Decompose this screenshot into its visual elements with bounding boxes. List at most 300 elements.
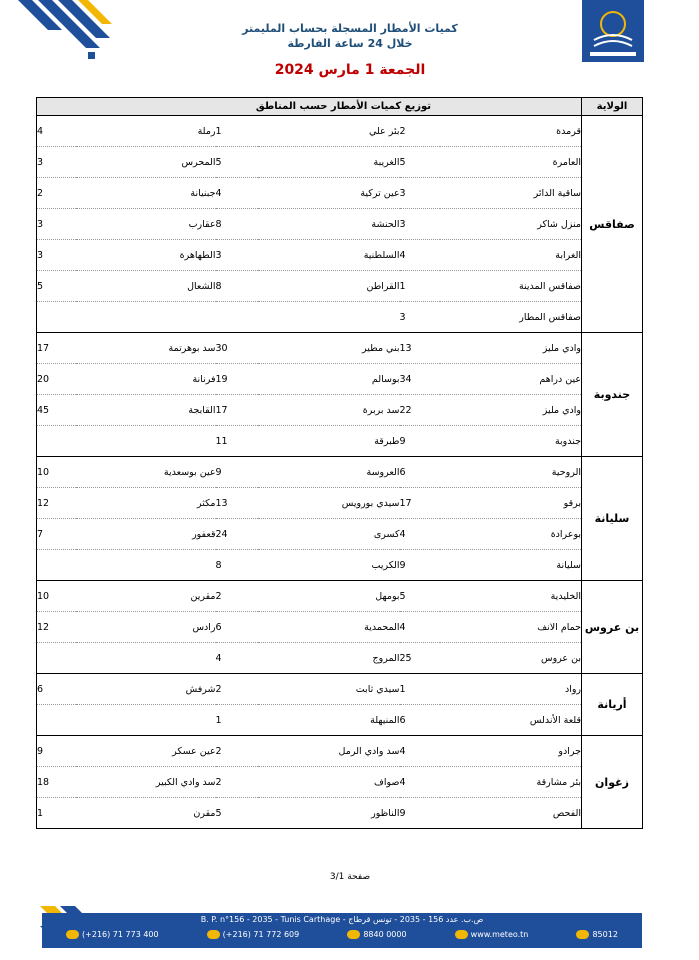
station-cell [258, 488, 400, 519]
station-name: سد بوهرتمة [168, 342, 216, 354]
station-name: السلطنية [363, 249, 400, 261]
rainfall-value: 3 [37, 249, 44, 261]
station-cell [440, 457, 582, 488]
report-title: كميات الأمطار المسجلة بحساب المليمتر [242, 22, 458, 35]
station-cell [440, 209, 582, 240]
rainfall-value: 4 [399, 776, 406, 788]
value-cell [400, 736, 440, 767]
table-row [37, 271, 643, 302]
station-name: عين دراهم [539, 373, 581, 385]
rainfall-value: 5 [399, 156, 406, 168]
station-cell [440, 550, 582, 581]
value-cell [216, 705, 258, 736]
value-cell [216, 116, 258, 147]
station-cell [440, 705, 582, 736]
table-row [37, 395, 643, 426]
rainfall-value: 2 [215, 776, 222, 788]
rainfall-value: 6 [399, 466, 406, 478]
station-name: الحنشة [371, 218, 400, 230]
rainfall-table [36, 97, 643, 829]
station-name: مقرن [193, 807, 216, 819]
value-cell [216, 302, 258, 333]
station-cell [258, 426, 400, 457]
phone-icon [66, 930, 79, 939]
value-cell [37, 395, 76, 426]
governorate-cell: زغوان [582, 736, 643, 829]
station-name: بوسالم [371, 373, 400, 385]
station-cell [76, 612, 216, 643]
station-cell [440, 147, 582, 178]
station-name: المحرس [181, 156, 216, 168]
rainfall-value: 18 [37, 776, 50, 788]
table-row [37, 767, 643, 798]
value-cell [216, 426, 258, 457]
governorate-cell: أريانة [582, 674, 643, 736]
station-cell [76, 488, 216, 519]
station-cell [258, 457, 400, 488]
station-cell [440, 674, 582, 705]
station-name: شرفش [185, 683, 216, 695]
rainfall-value: 22 [399, 404, 412, 416]
station-name: قلعة الأندلس [529, 714, 581, 726]
station-cell [440, 302, 582, 333]
value-cell [400, 488, 440, 519]
station-cell [440, 395, 582, 426]
rainfall-value: 30 [215, 342, 228, 354]
station-cell [76, 333, 216, 364]
rainfall-value: 11 [215, 435, 228, 447]
value-cell [37, 426, 76, 457]
station-cell [76, 674, 216, 705]
value-cell [216, 240, 258, 271]
rainfall-value: 8 [215, 559, 222, 571]
rainfall-value: 19 [215, 373, 228, 385]
value-cell [400, 705, 440, 736]
station-name: قعفور [192, 528, 216, 540]
governorate-cell: سليانة [582, 457, 643, 581]
rainfall-value: 9 [399, 435, 406, 447]
station-name: عين تركية [360, 187, 400, 199]
station-cell [76, 798, 216, 829]
station-name: برقو [563, 497, 581, 509]
value-cell [216, 674, 258, 705]
station-cell [440, 116, 582, 147]
value-cell [400, 116, 440, 147]
station-name: بئر مشارقة [536, 776, 581, 788]
table-row [37, 333, 643, 364]
sms-icon [576, 930, 589, 939]
station-name: فرنانة [192, 373, 216, 385]
station-cell [76, 705, 216, 736]
rainfall-value: 5 [37, 280, 44, 292]
rainfall-value: 8 [215, 218, 222, 230]
rainfall-value: 2 [399, 125, 406, 137]
value-cell [216, 767, 258, 798]
station-name: ساقية الدائر [533, 187, 581, 199]
value-cell [37, 302, 76, 333]
rainfall-value: 10 [37, 590, 50, 602]
rainfall-value: 24 [215, 528, 228, 540]
station-cell [258, 364, 400, 395]
value-cell [400, 426, 440, 457]
value-cell [37, 116, 76, 147]
station-name: الشعال [187, 280, 216, 292]
station-cell [258, 581, 400, 612]
value-cell [37, 767, 76, 798]
contact-text: (+216) 71 773 400 [82, 930, 159, 939]
value-cell [37, 457, 76, 488]
station-name: مقرين [190, 590, 216, 602]
rainfall-value: 9 [215, 466, 222, 478]
value-cell [37, 209, 76, 240]
web-icon [455, 930, 468, 939]
value-cell [216, 333, 258, 364]
rainfall-value: 4 [37, 125, 44, 137]
station-name: رملة [197, 125, 216, 137]
rainfall-value: 6 [399, 714, 406, 726]
contact-text: 8840 0000 [363, 930, 407, 939]
governorate-cell: جندوبة [582, 333, 643, 457]
station-cell [440, 333, 582, 364]
value-cell [37, 364, 76, 395]
station-name: جبنيانة [190, 187, 216, 199]
station-cell [258, 395, 400, 426]
rainfall-value: 17 [399, 497, 412, 509]
station-name: حمام الانف [537, 621, 581, 633]
value-cell [400, 271, 440, 302]
rainfall-value: 12 [37, 497, 50, 509]
footer-band [42, 913, 642, 948]
value-cell [400, 147, 440, 178]
station-name: سد وادي الرمل [338, 745, 400, 757]
table-row [37, 705, 643, 736]
rainfall-value: 2 [215, 683, 222, 695]
table-row [37, 364, 643, 395]
rainfall-value: 25 [399, 652, 412, 664]
station-cell [258, 674, 400, 705]
value-cell [400, 550, 440, 581]
rainfall-value: 4 [399, 528, 406, 540]
station-cell [440, 519, 582, 550]
value-cell [37, 333, 76, 364]
station-cell [440, 767, 582, 798]
station-cell [440, 798, 582, 829]
station-cell [258, 519, 400, 550]
rainfall-value: 13 [399, 342, 412, 354]
value-cell [216, 395, 258, 426]
rainfall-value: 1 [37, 807, 44, 819]
meteo-logo [582, 0, 644, 62]
station-cell [258, 147, 400, 178]
rainfall-value: 5 [215, 156, 222, 168]
station-cell [440, 271, 582, 302]
table-row [37, 612, 643, 643]
governorate-cell: صفاقس [582, 116, 643, 333]
station-name: الناظور [371, 807, 400, 819]
station-cell [76, 767, 216, 798]
station-cell [440, 612, 582, 643]
table-row [37, 736, 643, 767]
value-cell [216, 736, 258, 767]
value-cell [37, 612, 76, 643]
station-cell [76, 271, 216, 302]
rainfall-value: 12 [37, 621, 50, 633]
station-cell [76, 581, 216, 612]
table-row [37, 457, 643, 488]
station-cell [76, 178, 216, 209]
value-cell [400, 333, 440, 364]
station-name: المروج [372, 652, 400, 664]
rainfall-value: 9 [399, 559, 406, 571]
rainfall-value: 5 [215, 807, 222, 819]
table-row [37, 798, 643, 829]
footer-address: B. P. n°156 - 2035 - Tunis Carthage - ص.ب. عدد 156 - 2035 - تونس قرطاج [200, 915, 484, 924]
rainfall-value: 4 [399, 621, 406, 633]
station-name: رادس [192, 621, 216, 633]
value-cell [400, 581, 440, 612]
station-cell [76, 457, 216, 488]
rainfall-value: 1 [215, 714, 222, 726]
station-cell [76, 302, 216, 333]
station-name: بئر علي [368, 125, 400, 137]
station-cell [258, 736, 400, 767]
rainfall-value: 6 [215, 621, 222, 633]
hotline-icon [347, 930, 360, 939]
table-row [37, 209, 643, 240]
zones-column-header: توزيع كميات الأمطار حسب المناطق [37, 98, 582, 116]
value-cell [37, 550, 76, 581]
rainfall-value: 8 [215, 280, 222, 292]
rainfall-value: 4 [215, 652, 222, 664]
rainfall-value: 13 [215, 497, 228, 509]
station-name: سد بربرة [362, 404, 400, 416]
station-cell [258, 612, 400, 643]
station-cell [258, 240, 400, 271]
station-name: الطهاهرة [179, 249, 216, 261]
value-cell [400, 240, 440, 271]
contact-text: (+216) 71 772 609 [222, 930, 300, 939]
rainfall-table-body [37, 116, 643, 829]
value-cell [400, 519, 440, 550]
footer-contact[interactable] [347, 930, 406, 939]
station-name: العامرة [552, 156, 581, 168]
table-row [37, 550, 643, 581]
contact-text: www.meteo.tn [470, 930, 529, 939]
table-row [37, 519, 643, 550]
station-name: صواف [374, 776, 400, 788]
station-name: بوعرادة [550, 528, 581, 540]
station-name: سد وادي الكبير [155, 776, 216, 788]
value-cell [216, 209, 258, 240]
station-cell [258, 550, 400, 581]
value-cell [400, 364, 440, 395]
value-cell [37, 240, 76, 271]
value-cell [216, 798, 258, 829]
value-cell [400, 178, 440, 209]
rainfall-value: 1 [399, 280, 406, 292]
rainfall-value: 9 [37, 745, 44, 757]
station-name: الغريبة [373, 156, 400, 168]
station-cell [440, 178, 582, 209]
station-name: سليانة [556, 559, 581, 571]
rainfall-value: 45 [37, 404, 50, 416]
station-name: رواد [564, 683, 581, 695]
rainfall-value: 4 [399, 249, 406, 261]
value-cell [37, 643, 76, 674]
value-cell [400, 643, 440, 674]
station-name: وادي مليز [542, 342, 581, 354]
value-cell [400, 395, 440, 426]
value-cell [37, 178, 76, 209]
value-cell [400, 612, 440, 643]
rainfall-value: 3 [37, 156, 44, 168]
station-cell [76, 116, 216, 147]
value-cell [400, 302, 440, 333]
decorative-stripes [0, 0, 120, 70]
station-name: عقارب [188, 218, 216, 230]
table-row [37, 302, 643, 333]
station-name: الكريب [371, 559, 400, 571]
rainfall-value: 4 [399, 745, 406, 757]
station-cell [76, 736, 216, 767]
value-cell [37, 798, 76, 829]
footer-contact[interactable] [207, 930, 300, 939]
value-cell [216, 147, 258, 178]
station-cell [76, 147, 216, 178]
value-cell [216, 581, 258, 612]
report-subtitle: خلال 24 ساعة الفارطة [287, 37, 413, 50]
station-name: القراطن [366, 280, 400, 292]
value-cell [37, 674, 76, 705]
station-name: سيدي ثابت [355, 683, 400, 695]
footer-contacts [42, 930, 642, 939]
value-cell [37, 147, 76, 178]
value-cell [400, 767, 440, 798]
fax-icon [207, 930, 220, 939]
station-name: عين بوسعدية [163, 466, 216, 478]
rainfall-value: 3 [215, 249, 222, 261]
value-cell [216, 488, 258, 519]
page-number: صفحة 3/1 [329, 872, 371, 882]
value-cell [216, 612, 258, 643]
value-cell [400, 209, 440, 240]
station-name: وادي مليز [542, 404, 581, 416]
rainfall-value: 1 [215, 125, 222, 137]
station-cell [258, 116, 400, 147]
rainfall-value: 3 [399, 218, 406, 230]
value-cell [400, 674, 440, 705]
station-cell [76, 426, 216, 457]
station-cell [258, 178, 400, 209]
rainfall-value: 1 [399, 683, 406, 695]
value-cell [37, 519, 76, 550]
table-row [37, 426, 643, 457]
station-name: عين عسكر [172, 745, 216, 757]
station-name: الروحية [551, 466, 581, 478]
station-name: صفاقس المطار [519, 311, 581, 323]
station-cell [440, 488, 582, 519]
footer-contact[interactable] [455, 930, 529, 939]
value-cell [216, 550, 258, 581]
footer-contact[interactable] [576, 930, 617, 939]
station-name: جندوبة [554, 435, 581, 447]
station-cell [440, 364, 582, 395]
station-name: صفاقس المدينة [518, 280, 581, 292]
value-cell [216, 271, 258, 302]
contact-text: 85012 [592, 930, 618, 939]
table-row [37, 674, 643, 705]
station-cell [76, 519, 216, 550]
rainfall-value: 4 [215, 187, 222, 199]
value-cell [37, 705, 76, 736]
report-date: الجمعة 1 مارس 2024 [274, 62, 426, 78]
value-cell [216, 457, 258, 488]
station-cell [76, 209, 216, 240]
value-cell [37, 271, 76, 302]
value-cell [37, 581, 76, 612]
rainfall-value: 9 [399, 807, 406, 819]
station-cell [440, 643, 582, 674]
station-name: بن عروس [541, 652, 581, 664]
station-name: الغرابة [555, 249, 581, 261]
value-cell [216, 178, 258, 209]
station-cell [258, 705, 400, 736]
station-name: مكثر [197, 497, 216, 509]
station-cell [258, 302, 400, 333]
table-row [37, 116, 643, 147]
station-cell [440, 240, 582, 271]
rainfall-value: 2 [215, 745, 222, 757]
station-name: قرمدة [556, 125, 581, 137]
station-name: منزل شاكر [537, 218, 581, 230]
footer-contact[interactable] [66, 930, 159, 939]
station-cell [76, 395, 216, 426]
station-cell [440, 581, 582, 612]
station-cell [440, 736, 582, 767]
rainfall-value: 3 [37, 218, 44, 230]
value-cell [400, 798, 440, 829]
station-name: سيدي بورويس [341, 497, 400, 509]
station-cell [76, 550, 216, 581]
station-name: بني مطير [362, 342, 400, 354]
value-cell [37, 736, 76, 767]
table-row [37, 488, 643, 519]
rainfall-value: 34 [399, 373, 412, 385]
station-name: العروسة [366, 466, 400, 478]
station-name: الخليدية [550, 590, 581, 602]
rainfall-value: 2 [215, 590, 222, 602]
station-cell [76, 643, 216, 674]
rainfall-value: 17 [37, 342, 50, 354]
rainfall-value: 17 [215, 404, 228, 416]
table-row [37, 240, 643, 271]
table-row [37, 178, 643, 209]
station-name: جرادو [558, 745, 581, 757]
station-cell [440, 426, 582, 457]
value-cell [216, 519, 258, 550]
station-cell [258, 643, 400, 674]
rainfall-value: 3 [399, 311, 406, 323]
rainfall-value: 2 [37, 187, 44, 199]
station-name: بومهل [375, 590, 400, 602]
station-cell [258, 209, 400, 240]
rainfall-value: 20 [37, 373, 50, 385]
station-cell [258, 333, 400, 364]
value-cell [216, 643, 258, 674]
value-cell [400, 457, 440, 488]
station-name: طبرقة [374, 435, 400, 447]
station-cell [76, 364, 216, 395]
